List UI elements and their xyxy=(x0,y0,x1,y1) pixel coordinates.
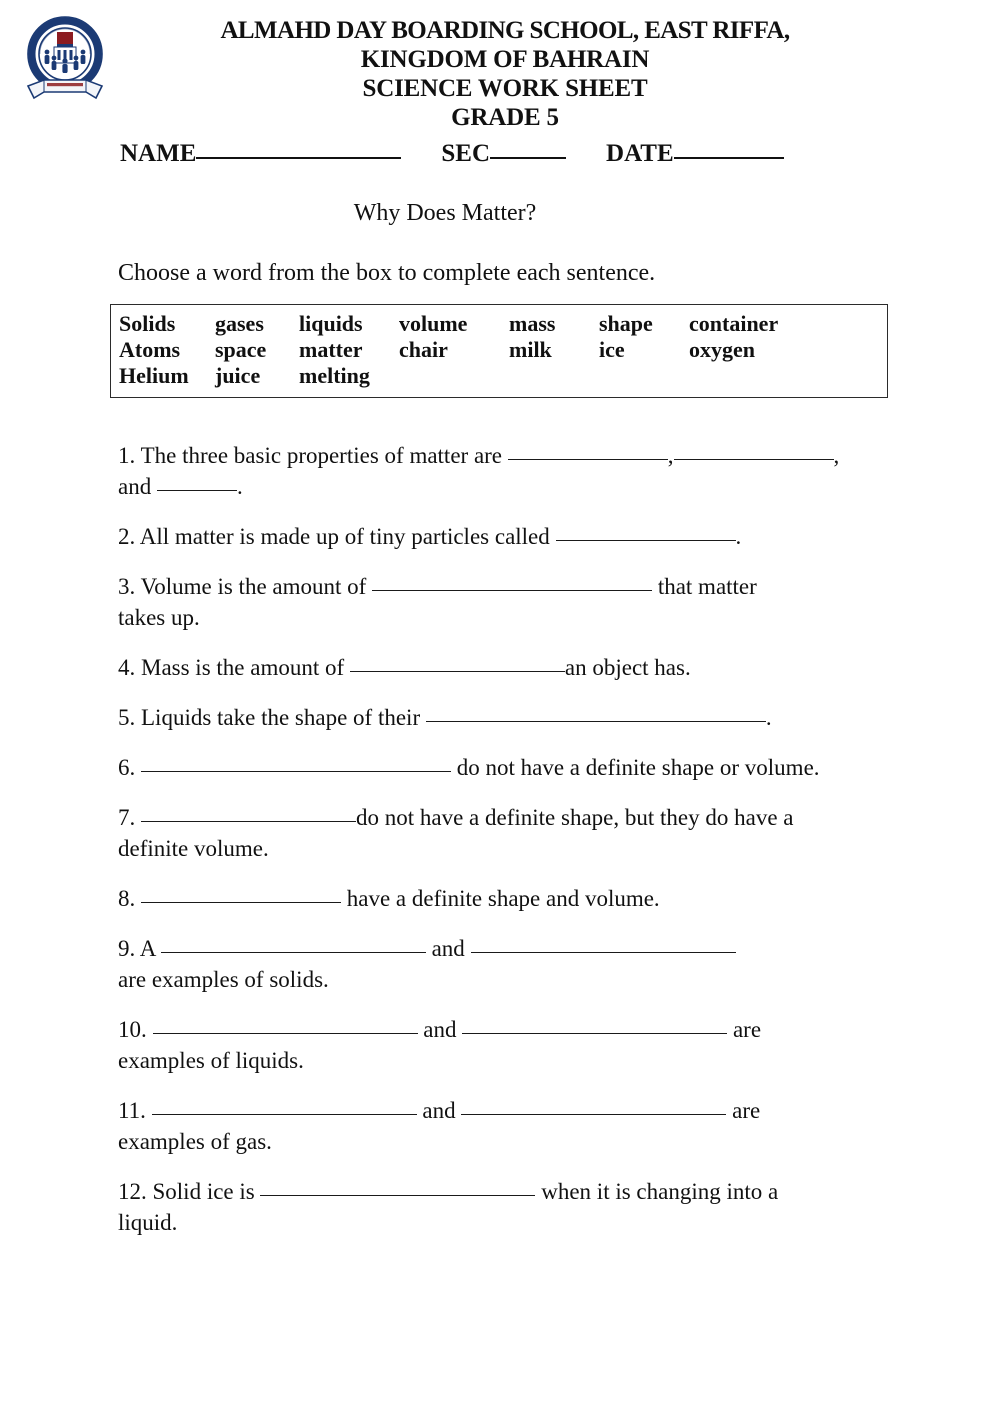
question-text: 10. xyxy=(118,1017,153,1042)
word-bank-row xyxy=(119,363,887,389)
question-text: have a definite shape and volume. xyxy=(341,886,660,911)
question-text: examples of liquids. xyxy=(118,1048,304,1073)
question-item xyxy=(118,1014,890,1076)
word-bank-item[interactable]: space xyxy=(215,337,267,362)
question-text: are examples of solids. xyxy=(118,967,329,992)
question-text: 6. xyxy=(118,755,141,780)
answer-blank[interactable] xyxy=(141,754,451,772)
answer-blank[interactable] xyxy=(674,442,834,460)
question-item xyxy=(118,883,890,914)
question-item xyxy=(118,702,890,733)
school-name-line-1: ALMAHD DAY BOARDING SCHOOL, EAST RIFFA, xyxy=(220,17,790,44)
answer-blank[interactable] xyxy=(157,473,237,491)
question-text: , xyxy=(833,443,840,468)
answer-blank[interactable] xyxy=(462,1016,727,1034)
answer-blank[interactable] xyxy=(153,1016,418,1034)
answer-blank[interactable] xyxy=(141,804,356,822)
word-bank-item[interactable]: Atoms xyxy=(119,337,181,362)
answer-blank[interactable] xyxy=(141,885,341,903)
name-label: NAME xyxy=(120,140,197,167)
grade-line: GRADE 5 xyxy=(451,104,559,131)
sec-label: SEC xyxy=(441,140,491,167)
question-text: 4. Mass is the amount of xyxy=(118,655,350,680)
instruction-text: Choose a word from the box to complete each sentence. xyxy=(118,260,656,286)
word-bank-item[interactable]: Helium xyxy=(119,363,189,388)
question-text: 2. All matter is made up of tiny particles called xyxy=(118,524,556,549)
worksheet-subject-line: SCIENCE WORK SHEET xyxy=(362,75,648,102)
school-name-line-2: KINGDOM OF BAHRAIN xyxy=(360,46,650,73)
word-bank-row xyxy=(119,337,887,363)
question-text: and xyxy=(416,1098,462,1123)
answer-blank[interactable] xyxy=(260,1178,535,1196)
question-item xyxy=(118,802,890,864)
answer-blank[interactable] xyxy=(471,935,736,953)
question-text: and xyxy=(417,1017,463,1042)
answer-blank[interactable] xyxy=(556,523,736,541)
question-text: . xyxy=(765,705,772,730)
question-item xyxy=(118,1176,890,1238)
answer-blank[interactable] xyxy=(508,442,668,460)
word-bank-item[interactable]: container xyxy=(689,311,779,336)
name-input-line[interactable] xyxy=(196,157,401,159)
question-text: . xyxy=(236,474,243,499)
answer-blank[interactable] xyxy=(152,1097,417,1115)
question-item xyxy=(118,652,890,683)
word-bank-item[interactable]: melting xyxy=(299,363,370,388)
answer-blank[interactable] xyxy=(461,1097,726,1115)
word-bank-item[interactable]: Solids xyxy=(119,311,176,336)
word-bank-item[interactable]: juice xyxy=(215,363,261,388)
question-item xyxy=(118,1095,890,1157)
question-text: liquid. xyxy=(118,1210,178,1235)
date-input-line[interactable] xyxy=(674,157,784,159)
answer-blank[interactable] xyxy=(426,704,766,722)
answer-blank[interactable] xyxy=(350,654,565,672)
question-text: 5. Liquids take the shape of their xyxy=(118,705,426,730)
word-bank-item[interactable]: shape xyxy=(599,311,653,336)
word-bank-item[interactable]: matter xyxy=(299,337,363,362)
date-label: DATE xyxy=(606,140,674,167)
word-bank-item[interactable]: liquids xyxy=(299,311,363,336)
question-text: when it is changing into a xyxy=(535,1179,779,1204)
word-bank-item[interactable]: mass xyxy=(509,311,556,336)
word-bank-item[interactable]: gases xyxy=(215,311,264,336)
question-text: are xyxy=(727,1017,762,1042)
question-text: 11. xyxy=(118,1098,152,1123)
word-bank-box xyxy=(110,304,888,398)
question-item xyxy=(118,933,890,995)
question-text: and xyxy=(425,936,471,961)
word-bank-item[interactable]: volume xyxy=(399,311,468,336)
word-bank-item[interactable]: chair xyxy=(399,337,448,362)
answer-blank[interactable] xyxy=(372,573,652,591)
question-text: 1. The three basic properties of matter are xyxy=(118,443,508,468)
question-item xyxy=(118,440,890,502)
question-text: do not have a definite shape or volume. xyxy=(451,755,820,780)
question-text: . xyxy=(735,524,742,549)
sec-input-line[interactable] xyxy=(490,157,566,159)
question-text: 3. Volume is the amount of xyxy=(118,574,373,599)
question-item xyxy=(118,521,890,552)
question-text: an object has. xyxy=(564,655,691,680)
question-text: takes up. xyxy=(118,605,200,630)
student-info-bar xyxy=(0,139,1000,169)
question-item xyxy=(118,571,890,633)
question-text: 9. A xyxy=(118,936,161,961)
question-text: examples of gas. xyxy=(118,1129,272,1154)
word-bank-row xyxy=(119,311,887,337)
school-crest-logo xyxy=(24,14,106,106)
question-text: are xyxy=(726,1098,761,1123)
question-text: and xyxy=(118,474,157,499)
question-text: do not have a definite shape, but they do have a xyxy=(356,805,794,830)
question-text: 8. xyxy=(118,886,141,911)
answer-blank[interactable] xyxy=(161,935,426,953)
word-bank-item[interactable]: ice xyxy=(599,337,625,362)
word-bank-item[interactable]: milk xyxy=(509,337,552,362)
question-text: , xyxy=(667,443,674,468)
question-text: 12. Solid ice is xyxy=(118,1179,261,1204)
question-text: definite volume. xyxy=(118,836,269,861)
question-text: 7. xyxy=(118,805,141,830)
word-bank-item[interactable]: oxygen xyxy=(689,337,755,362)
worksheet-title: Why Does Matter? xyxy=(353,200,537,226)
questions-list xyxy=(0,440,1000,1238)
school-title-block xyxy=(0,16,1000,132)
question-text: that matter xyxy=(652,574,757,599)
question-item xyxy=(118,752,890,783)
page-header xyxy=(0,0,1000,169)
